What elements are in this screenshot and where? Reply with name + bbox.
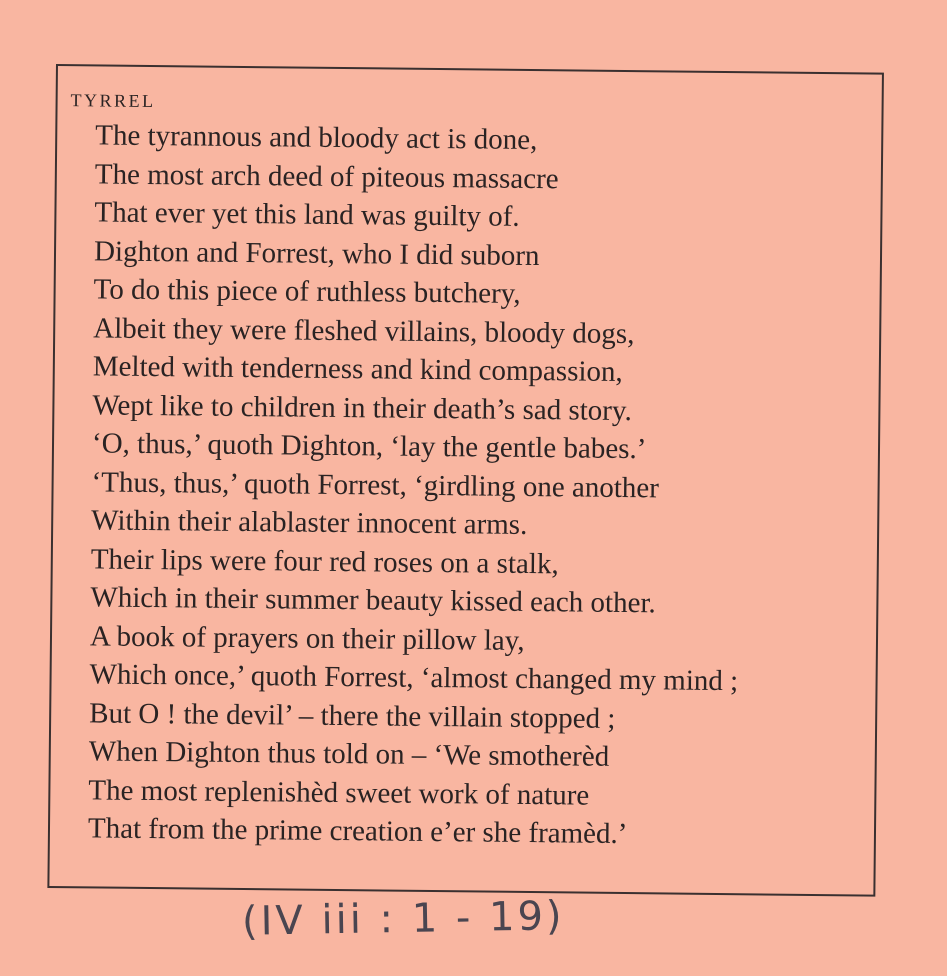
verse-line: The most replenishèd sweet work of nature xyxy=(88,773,590,812)
verse-line: Their lips were four red roses on a stalk, xyxy=(90,542,559,580)
verse-line: But O ! the devil’ – there the villain stopped ; xyxy=(89,696,616,735)
verse-line: Melted with tenderness and kind compassion, xyxy=(92,350,623,388)
verse-line: Dighton and Forrest, who I did suborn xyxy=(93,234,540,272)
verse-line: Which in their summer beauty kissed each other. xyxy=(90,581,656,620)
verse-line: The tyrannous and bloody act is done, xyxy=(95,119,538,157)
text-frame xyxy=(47,64,884,897)
verse-line: Within their alablaster innocent arms. xyxy=(91,504,528,541)
verse-line: Which once,’ quoth Forrest, ‘almost changed my mind ; xyxy=(89,658,739,698)
speaker-name: TYRREL xyxy=(70,90,156,112)
verse-line: To do this piece of ruthless butchery, xyxy=(93,273,521,310)
verse-line: ‘O, thus,’ quoth Dighton, ‘lay the gentle babes.’ xyxy=(91,427,647,466)
verse-line: The most arch deed of piteous massacre xyxy=(94,157,559,195)
verse-line: Wept like to children in their death’s sad story. xyxy=(92,388,632,427)
verse-line: A book of prayers on their pillow lay, xyxy=(89,619,525,657)
verse-block xyxy=(88,116,744,854)
verse-line: When Dighton thus told on – ‘We smotherèd xyxy=(88,735,610,773)
verse-line: That from the prime creation e’er she framèd.’ xyxy=(87,812,628,851)
handwritten-citation: (IV iii : 1 - 19) xyxy=(241,893,565,945)
verse-line: That ever yet this land was guilty of. xyxy=(94,196,520,233)
verse-line: Albeit they were fleshed villains, bloody dogs, xyxy=(93,311,635,350)
verse-line: ‘Thus, thus,’ quoth Forrest, ‘girdling one another xyxy=(91,465,660,504)
